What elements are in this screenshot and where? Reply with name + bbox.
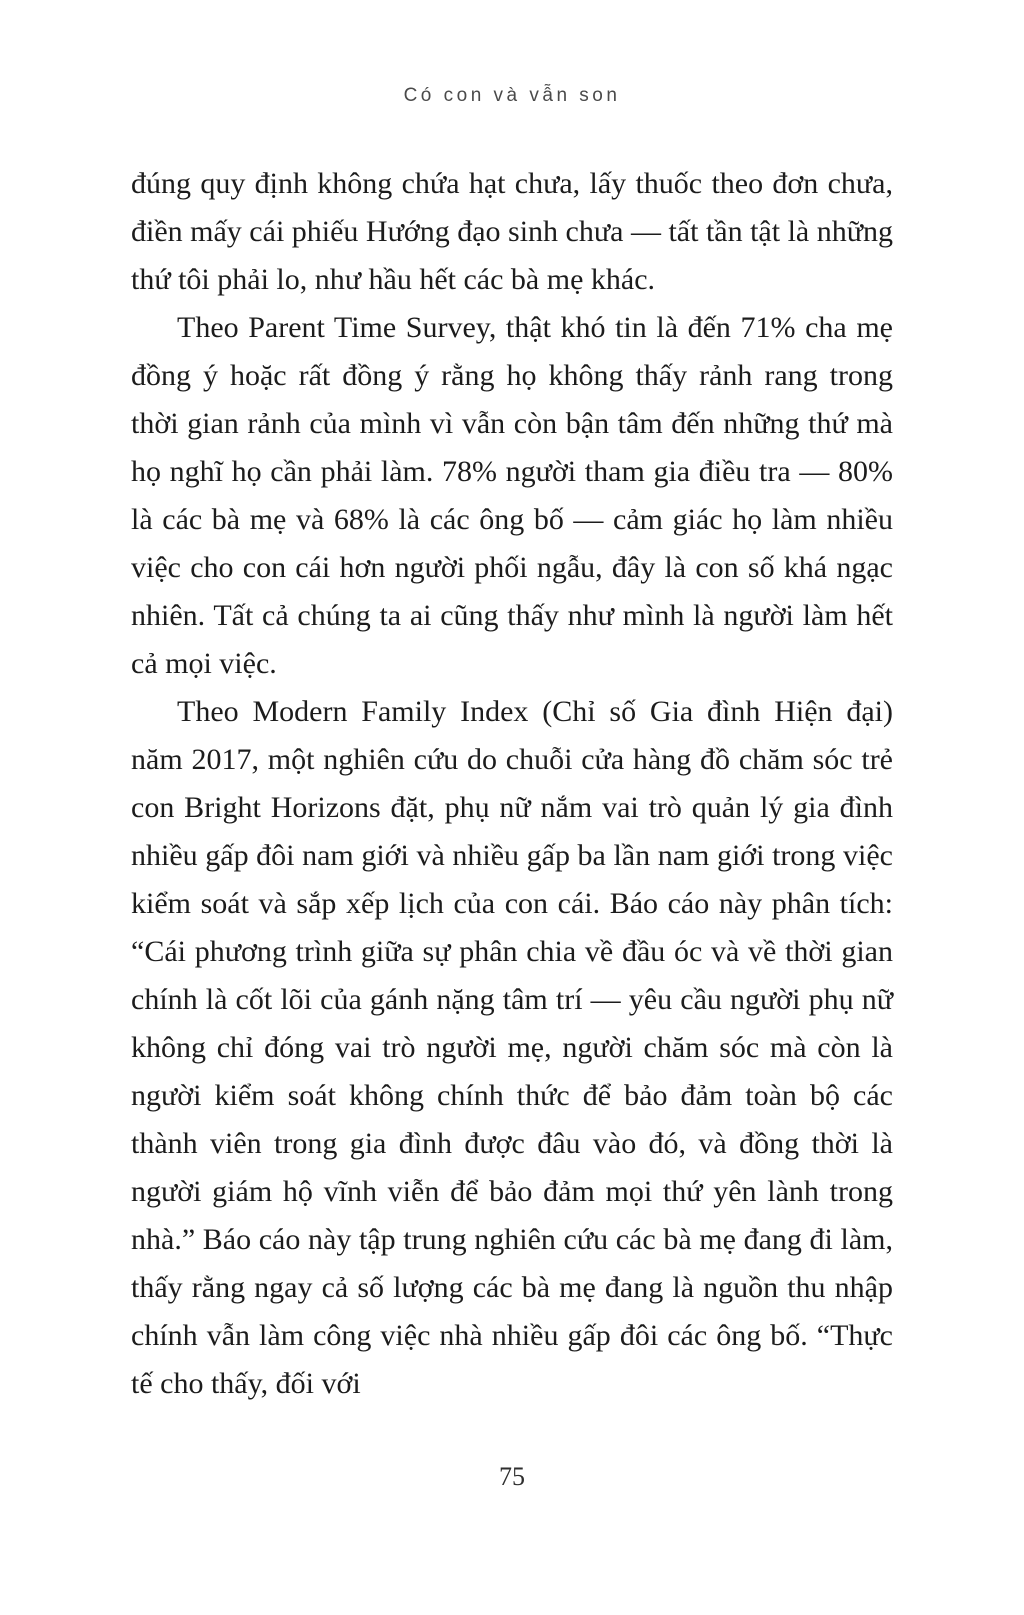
- paragraph: Theo Parent Time Survey, thật khó tin là đến 71% cha mẹ đồng ý hoặc rất đồng ý rằng họ không thấy rảnh rang trong thời gian rảnh của mình vì vẫn còn bận tâm đến những thứ mà họ nghĩ họ cần phải làm. 78% người tham gia điều tra — 80% là các bà mẹ và 68% là các ông bố — cảm giác họ làm nhiều việc cho con cái hơn người phối ngẫu, đây là con số khá ngạc nhiên. Tất cả chúng ta ai cũng thấy như mình là người làm hết cả mọi việc.: [131, 311, 893, 680]
- paragraph: Theo Modern Family Index (Chỉ số Gia đình Hiện đại) năm 2017, một nghiên cứu do chuỗi cửa hàng đồ chăm sóc trẻ con Bright Horizons đặt, phụ nữ nắm vai trò quản lý gia đình nhiều gấp đôi nam giới và nhiều gấp ba lần nam giới trong việc kiểm soát và sắp xếp lịch của con cái. Báo cáo này phân tích: “Cái phương trình giữa sự phân chia về đầu óc và về thời gian chính là cốt lõi của gánh nặng tâm trí — yêu cầu người phụ nữ không chỉ đóng vai trò người mẹ, người chăm sóc mà còn là người kiểm soát không chính thức để bảo đảm toàn bộ các thành viên trong gia đình được đâu vào đó, và đồng thời là người giám hộ vĩnh viễn để bảo đảm mọi thứ yên lành trong nhà.” Báo cáo này tập trung nghiên cứu các bà mẹ đang đi làm, thấy rằng ngay cả số lượng các bà mẹ đang là nguồn thu nhập chính vẫn làm công việc nhà nhiều gấp đôi các ông bố. “Thực tế cho thấy, đối với: [131, 695, 893, 1400]
- paragraph: đúng quy định không chứa hạt chưa, lấy thuốc theo đơn chưa, điền mấy cái phiếu Hướng đạo sinh chưa — tất tần tật là những thứ tôi phải lo, như hầu hết các bà mẹ khác.: [131, 167, 893, 296]
- body-text: [131, 160, 893, 1408]
- page-number: 75: [499, 1462, 525, 1491]
- running-header: Có con và vẫn son: [403, 85, 621, 106]
